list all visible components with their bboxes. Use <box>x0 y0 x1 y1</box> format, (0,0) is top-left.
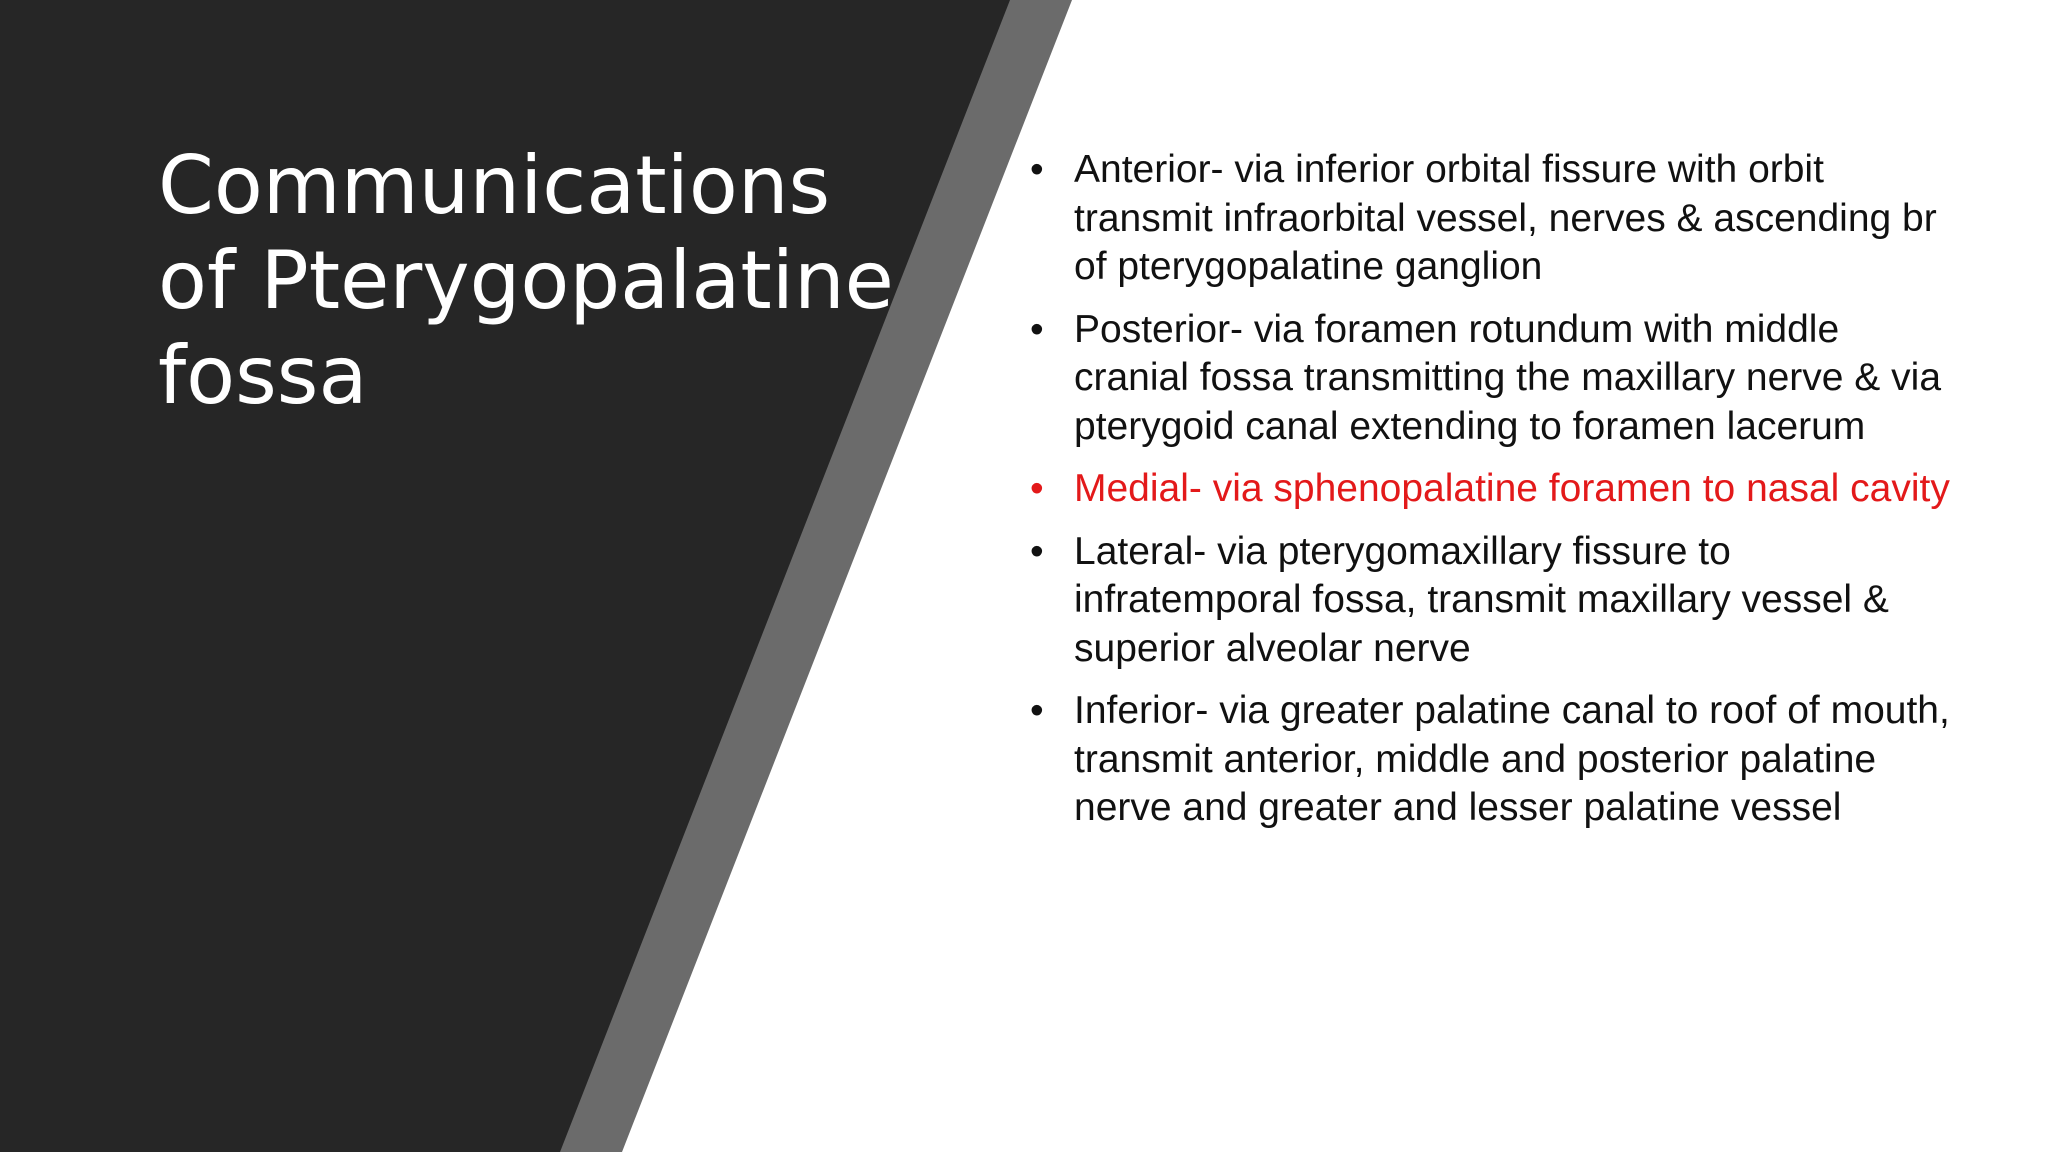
bullet-dot-icon: • <box>1030 689 1044 732</box>
bullet-dot-icon: • <box>1030 529 1044 573</box>
bullet-dot-icon: • <box>1030 467 1044 510</box>
bullet-dot-icon: • <box>1030 148 1044 191</box>
bullet-dot-icon: • <box>1030 307 1044 351</box>
bullet-text: Anterior- via inferior orbital fissure with orbit transmit infraorbital vessel, nerves & ascending br of pterygopalatine ganglion <box>1074 148 1937 288</box>
bullet-text: Medial- via sphenopalatine foramen to nasal cavity <box>1074 467 1950 510</box>
bullet-item <box>1030 528 1950 674</box>
bullet-item <box>1030 687 1950 833</box>
slide-title: Communications of Pterygopalatine fossa <box>158 139 894 422</box>
bullet-item <box>1030 465 1950 514</box>
bullet-item <box>1030 146 1950 292</box>
bullet-text: Posterior- via foramen rotundum with middle cranial fossa transmitting the maxillary nerve & via pterygoid canal extending to foramen lacerum <box>1074 307 1942 448</box>
bullet-text: Inferior- via greater palatine canal to roof of mouth, transmit anterior, middle and posterior palatine nerve and greater and lesser palatine vessel <box>1074 689 1950 829</box>
bullet-list <box>1030 146 1950 847</box>
bullet-text: Lateral- via pterygomaxillary fissure to infratemporal fossa, transmit maxillary vessel & superior alveolar nerve <box>1074 529 1889 670</box>
bullet-item <box>1030 306 1950 452</box>
